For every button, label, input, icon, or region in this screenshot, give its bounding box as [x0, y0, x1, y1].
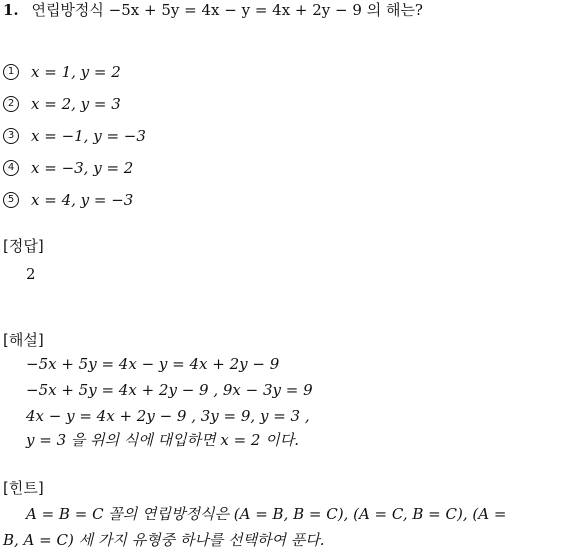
explanation-line: −5x + 5y = 4x − y = 4x + 2y − 9: [26, 355, 280, 373]
choice-5[interactable]: [3, 190, 133, 210]
choice-text: x = 2, y = 3: [31, 95, 121, 113]
choice-text: x = −1, y = −3: [31, 127, 146, 145]
choice-number-icon: 4: [3, 160, 19, 176]
answer-value: 2: [26, 265, 36, 283]
answer-label: [정답]: [3, 237, 44, 255]
choice-1[interactable]: [3, 62, 121, 82]
choice-3[interactable]: [3, 126, 146, 146]
hint-label: [힌트]: [3, 479, 44, 497]
choice-number-icon: 3: [3, 128, 19, 144]
hint-line: B, A = C) 세 가지 유형중 하나를 선택하여 푼다.: [3, 531, 325, 549]
choice-text: x = −3, y = 2: [31, 159, 134, 177]
choice-number-icon: 2: [3, 96, 19, 112]
choice-number-icon: 5: [3, 192, 19, 208]
choice-text: x = 4, y = −3: [31, 191, 134, 209]
choice-4[interactable]: [3, 158, 133, 178]
question-number: 1.: [3, 1, 19, 19]
explanation-label: [해설]: [3, 331, 44, 349]
choice-2[interactable]: [3, 94, 121, 114]
question-line: [3, 0, 423, 20]
hint-line: A = B = C 꼴의 연립방정식은 (A = B, B = C), (A = C, B = C), (A =: [26, 505, 507, 523]
choice-text: x = 1, y = 2: [31, 63, 121, 81]
explanation-line: −5x + 5y = 4x + 2y − 9 , 9x − 3y = 9: [26, 381, 313, 399]
question-text: 연립방정식 −5x + 5y = 4x − y = 4x + 2y − 9 의 해는?: [31, 1, 423, 19]
explanation-line: 4x − y = 4x + 2y − 9 , 3y = 9, y = 3 ,: [26, 407, 310, 425]
choice-number-icon: 1: [3, 64, 19, 80]
explanation-line: y = 3 을 위의 식에 대입하면 x = 2 이다.: [26, 431, 299, 449]
